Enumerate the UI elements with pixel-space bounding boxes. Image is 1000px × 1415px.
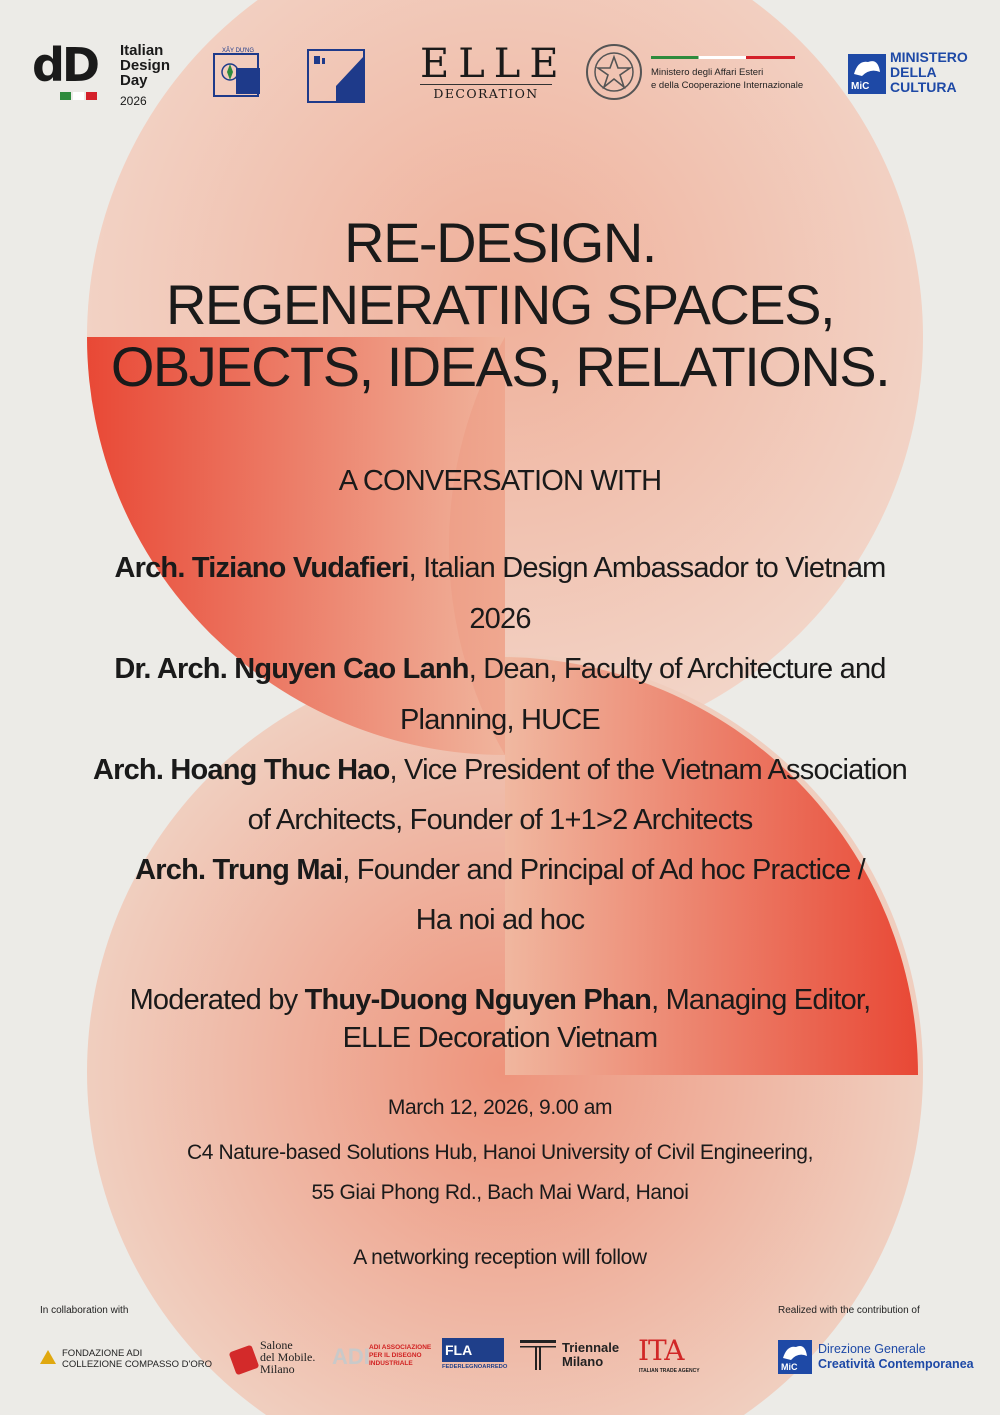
huce-logo-icon (208, 46, 268, 104)
mic-badge-icon: MiC (778, 1340, 812, 1374)
svg-text:XÂY DỰNG: XÂY DỰNG (222, 48, 255, 54)
italian-republic-emblem-icon (584, 42, 644, 102)
upper-red-segment (87, 337, 505, 755)
federlegnoarredo-logo: FLA FEDERLEGNOARREDO (442, 1338, 506, 1374)
architects-association-logo-icon (306, 48, 366, 104)
speaker-3-role: , Vice President of the Vietnam Association (389, 754, 908, 786)
speaker-4-role-cont: Ha noi ad hoc (415, 904, 585, 936)
moderator-name: Thuy-Duong Nguyen Phan (304, 984, 652, 1016)
title-line-1: RE-DESIGN. (344, 211, 656, 274)
speaker-1-name: Arch. Tiziano Vudafieri (114, 552, 409, 584)
event-venue-line-1: C4 Nature-based Solutions Hub, Hanoi University of Civil Engineering, (186, 1141, 814, 1164)
speaker-2 (0, 652, 1000, 686)
title-line-3: OBJECTS, IDEAS, RELATIONS. (110, 335, 890, 398)
networking-note: A networking reception will follow (353, 1246, 647, 1269)
speaker-2-role: , Dean, Faculty of Architecture and (468, 653, 886, 685)
speaker-3 (0, 753, 1000, 787)
moderator-prefix: Moderated by (129, 984, 305, 1016)
elle-name: ELLE (420, 41, 568, 87)
moderator (0, 983, 1000, 1017)
speaker-2-role-cont: Planning, HUCE (400, 704, 600, 736)
event-venue-line-2: 55 Giai Phong Rd., Bach Mai Ward, Hanoi (311, 1181, 689, 1204)
elle-sub: DECORATION (420, 84, 552, 101)
italian-flag-icon (60, 92, 97, 100)
salone-del-mobile-logo: Salone del Mobile. Milano (232, 1336, 322, 1380)
speaker-3-role-cont: of Architects, Founder of 1+1>2 Architects (247, 804, 753, 836)
event-title (0, 212, 1000, 398)
collaboration-caption: In collaboration with (40, 1305, 129, 1316)
speaker-1 (0, 551, 1000, 585)
triennale-icon (520, 1340, 556, 1370)
salone-icon (229, 1345, 260, 1376)
speaker-4 (0, 853, 1000, 887)
moderator-role-cont: ELLE Decoration Vietnam (342, 1022, 658, 1054)
speaker-1-role-cont: 2026 (469, 603, 531, 635)
idd-mark: dD (32, 38, 98, 92)
dg-creativita-logo: MiC Direzione Generale Creatività Contemporanea (778, 1338, 978, 1374)
moderator-role: , Managing Editor, (651, 984, 871, 1016)
contribution-caption: Realized with the contribution of (778, 1305, 920, 1316)
speaker-4-role: , Founder and Principal of Ad hoc Practice / (342, 854, 865, 886)
elle-decoration-logo (420, 41, 568, 106)
compasso-icon (40, 1350, 56, 1364)
idd-wordmark: Italian Design Day (120, 42, 171, 89)
intro-text: A CONVERSATION WITH (338, 465, 662, 497)
maeci-logo (584, 42, 814, 104)
ministero-cultura-logo (848, 50, 978, 100)
speaker-1-role: , Italian Design Ambassador to Vietnam (408, 552, 886, 584)
idd-year: 2026 (120, 94, 147, 108)
triennale-milano-logo: Triennale Milano (520, 1340, 556, 1374)
speaker-3-name: Arch. Hoang Thuc Hao (92, 754, 390, 786)
italian-flag-line (651, 56, 795, 59)
mic-badge-icon: MiC (848, 54, 886, 94)
title-line-2: REGENERATING SPACES, (165, 273, 835, 336)
mic-wordmark: MINISTERO DELLA CULTURA (890, 49, 968, 95)
event-date: March 12, 2026, 9.00 am (387, 1096, 613, 1119)
speaker-2-name: Dr. Arch. Nguyen Cao Lanh (114, 653, 469, 685)
maeci-text: Ministero degli Affari Esteri e della Cooperazione Internazionale (651, 67, 804, 91)
italian-design-day-logo (32, 38, 192, 112)
speaker-4-name: Arch. Trung Mai (135, 854, 343, 886)
